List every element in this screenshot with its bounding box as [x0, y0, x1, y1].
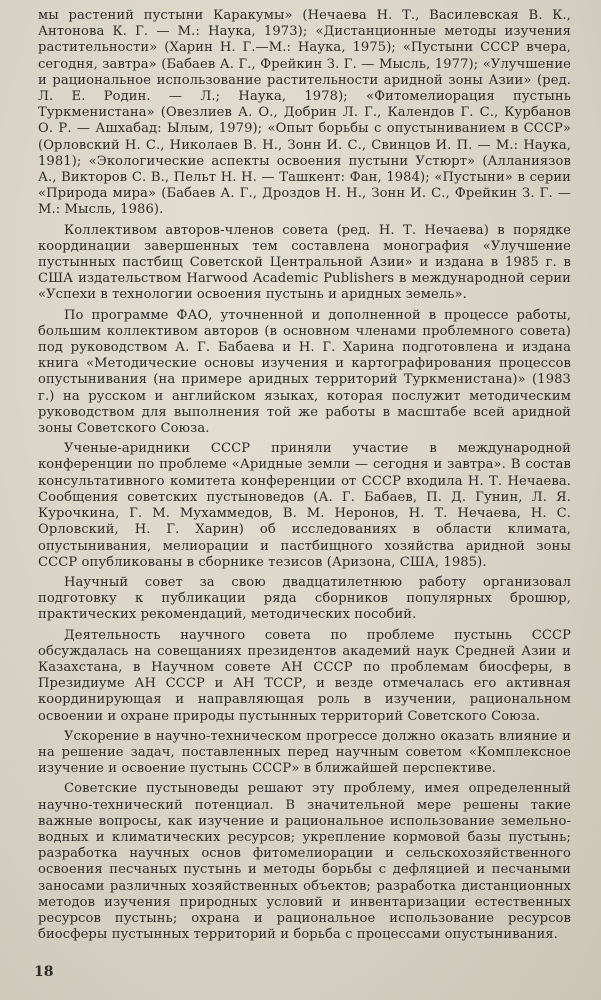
paragraph-fao-program: По программе ФАО, уточненной и дополненной в процессе работы, большим коллективом авторов (в основном членами проблемного совета) под руководством А. Г. Бабаева и Н. Г. Харина подготовлена и издана книга «Методические основы изучения и картографирования процессов опустынивания (на примере аридных территорий Туркменистана)» (1983 г.) на русском и английском языках, которая послужит методическим руководством для выполнения той же работы в масштабе всей аридной зоны Советского Союза.: [38, 307, 571, 437]
paragraph-conference: Ученые-аридники СССР приняли участие в международной конференции по проблеме «Аридные земли — сегодня и завтра». В состав консультативного комитета конференции от СССР входила Н. Т. Нечаева. Сообщения советских пустыноведов (А. Г. Бабаев, П. Д. Гунин, Л. Я. Курочкина, Г. М. Мухаммедов, В. М. Неронов, Н. Т. Нечаева, Н. С. Орловский, Н. Г. Харин) об исследованиях в области климата, опустынивания, мелиорации и пастбищного хозяйства аридной зоны СССР опубликованы в сборнике тезисов (Аризона, США, 1985).: [38, 441, 571, 570]
paragraph-council-activity: Деятельность научного совета по проблеме пустынь СССР обсуждалась на совещаниях президентов академий наук Средней Азии и Казахстана, в Научном совете АН СССР по проблемам биосферы, в Президиуме АН СССР и АН ТССР, и везде отмечалась его активная координирующая и направляющая роль в изучении, рациональном освоении и охране природы пустынных территорий Советского Союза.: [38, 627, 571, 724]
paragraph-bibliography-continuation: мы растений пустыни Каракумы» (Нечаева Н. Т., Василевская В. К., Антонова К. Г. — М.: Наука, 1973); «Дистанционные методы изучения растительности» (Харин Н. Г.—М.: Наука, 1975); «Пустыни СССР вчера, сегодня, завтра» (Бабаев А. Г., Фрейкин З. Г. — Мысль, 1977); «Улучшение и рациональное использование растительности аридной зоны Азии» (ред. Л. Е. Родин. — Л.; Наука, 1978); «Фитомелиорация пустынь Туркменистана» (Овезлиев А. О., Добрин Л. Г., Календов Г. С., Курбанов О. Р. — Ашхабад: Ылым, 1979); «Опыт борьбы с опустыниванием в СССР» (Орловский Н. С., Николаев В. Н., Зонн И. С., Свинцов И. П. — М.: Наука, 1981); «Экологические аспекты освоения пустыни Устюрт» (Алланиязов А., Викторов С. В., Пельт Н. Н. — Ташкент: Фан, 1984); «Пустыни» в серии «Природа мира» (Бабаев А. Г., Дроздов Н. Н., Зонн И. С., Фрейкин З. Г. — М.: Мысль, 1986).: [38, 8, 571, 218]
paragraph-acceleration: Ускорение в научно-техническом прогрессе должно оказать влияние и на решение задач, поставленных перед научным советом «Комплексное изучение и освоение пустынь СССР» в ближайшей перспективе.: [38, 728, 571, 777]
paragraph-monograph: Коллективом авторов-членов совета (ред. Н. Т. Нечаева) в порядке координации завершенных тем составлена монография «Улучшение пустынных пастбищ Советской Центральной Азии» и издана в 1985 г. в США издательством Harwood Academic Publishers в международной серии «Успехи в технологии освоения пустынь и аридных земель».: [38, 222, 571, 303]
paragraph-desert-scientists: Советские пустыноведы решают эту проблему, имея определенный научно-технический потенциал. В значительной мере решены такие важные вопросы, как изучение и рациональное использование земельно-водных и климатических ресурсов; укрепление кормовой базы пустынь; разработка научных основ фитомелиорации и сельскохозяйственного освоения песчаных пустынь и методы борьбы с дефляцией и песчаными заносами различных хозяйственных объектов; разработка дистанционных методов изучения природных условий и инвентаризации естественных ресурсов пустынь; охрана и рациональное использование ресурсов биосферы пустынных территорий и борьба с процессами опустынивания.: [38, 781, 571, 943]
page-number: 18: [34, 964, 54, 980]
paragraph-publications: Научный совет за свою двадцатилетнюю работу организовал подготовку к публикации ряда сборников популярных брошюр, практических рекомендаций, методических пособий.: [38, 574, 571, 623]
